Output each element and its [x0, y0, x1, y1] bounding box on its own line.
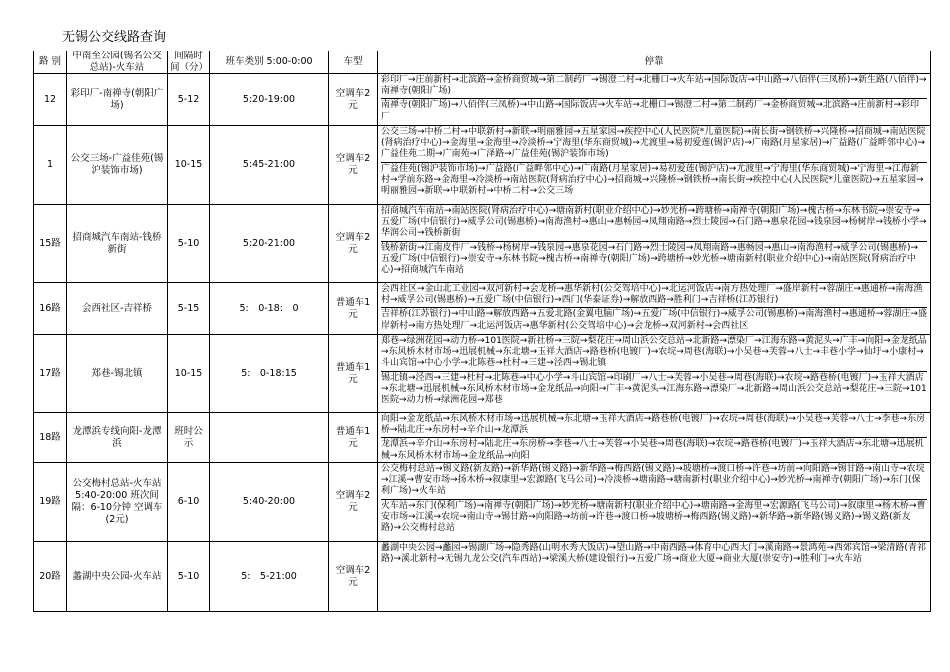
table-row [34, 542, 930, 612]
type-cell: 普通车1元 [329, 283, 378, 334]
stops-cell [378, 205, 930, 282]
stops-direction: 广益佳苑(锡沪装饰市场)→广益路(广益畔邻中心)→广南路(月星家居)→易初爱莲(锡沪店)→尤渡里→宁海里(华东商贸城)→宁海里→江海新村→学前东路→金海里→冷淡桥→南站医院(肾病治疗中心)→招商城→兴隆桥→钢铁桥→南长街→疾控中心(人民医院*儿童医院)→五星家园→明丽雅园→新联→中联新村→中桥二村→公交三场 [381, 163, 924, 197]
header-stops: 停靠 [644, 56, 664, 68]
route-cell: 20路 [34, 542, 67, 611]
route-cell: 19路 [34, 463, 67, 541]
header-type: 车型 [329, 51, 378, 73]
route-cell: 17路 [34, 335, 67, 412]
header-route: 路 别 [34, 51, 67, 73]
interval-cell: 5-12 [168, 74, 210, 125]
header-name: 中南至公园(锡名公交总站)-火车站 [67, 51, 168, 73]
interval-cell: 班时公示 [168, 413, 210, 462]
type-cell: 空调车2元 [329, 74, 378, 125]
type-cell: 空调车2元 [329, 126, 378, 204]
stops-direction: 彩印厂→庄前新村→北滨路→金桥商贸城→第二制药厂→锡澄二村→北栅口→火车站→国际饭店→中山路→八佰伴(三凤桥)→新生路(八佰伴)→南禅寺(朝阳广场) [381, 75, 927, 99]
interval-cell: 5-10 [168, 205, 210, 282]
type-cell: 空调车2元 [329, 542, 378, 611]
table-row [34, 283, 930, 335]
table-body [34, 74, 930, 612]
table-row [34, 74, 930, 126]
type-cell: 普通车1元 [329, 335, 378, 412]
stops-direction: 火车站→东门(保利广场)→南禅寺(朝阳广场)→妙光桥→塘南新村(职业介绍中心)→塘南路→金海里→宏源路(飞马公司)→叙康里→杨木桥→曹安市场→江溪→农垸→南山寺→锡甘路→向阳路→坊前→许巷→渡口桥→坡塘桥→梅西路(锡义路)→新华路→新华路(锡义路)→锡义路(新友路)→公交梅村总站 [381, 500, 926, 534]
stops-cell [378, 335, 930, 412]
time-cell [210, 413, 329, 462]
time-cell: 5:45-21:00 [210, 126, 329, 204]
header-time: 班车类别 5:00-0:00 [210, 51, 329, 73]
stops-direction: 郑巷→绿洲花园→动力桥→101医院→新社桥→三院→梨花庄→周山浜公交总站→北新路→漂染厂→江海东路→黄泥头→广丰→向阳→金龙纸品→东风桥木材市场→迅展机械→东北塘→玉祥大酒店→路巷桥(电镀厂)→农垸→周巷(海联)→小吴巷→芙蓉→八士→丰巷小学→仙圩→小康村→斗山宾馆→中心小学→北陈巷→杜村→三建→泾西→锡北镇 [381, 336, 927, 372]
stops-cell [378, 126, 930, 204]
interval-cell: 10-15 [168, 126, 210, 204]
stops-direction: 会西社区→金山北工业园→双河新村→会龙桥→惠华新村(公交驾培中心)→北运河饭店→南方热处理厂→盛岸新村→蓉湖庄→惠通桥→南海渔村→威孚公司(锡惠桥)→五爱广场(中信银行)→西门(华泰证券)→解放西路→胜利门→吉祥桥(江苏银行) [381, 284, 927, 308]
type-cell: 空调车2元 [329, 205, 378, 282]
stops-cell [378, 283, 930, 334]
name-cell: 公交三场-广益佳苑(锡沪装饰市场) [67, 126, 168, 204]
stops-direction: 招商城汽车南站→南站医院(肾病治疗中心)→塘南新村(职业介绍中心)→妙光桥→跨塘桥→南禅寺(朝阳广场)→槐古桥→东林书院→崇安寺→五爱广场(中信银行)→威孚公司(锡惠桥)→南海渔村→惠山→惠畅园→凤翔南路→烈士陵园→石门路→惠泉花园→钱泉园→杨树岸→钱桥小学→华润公司→钱桥新街 [381, 206, 927, 242]
route-cell: 1 [34, 126, 67, 204]
page-title: 无锡公交线路查询 [62, 30, 167, 45]
stops-direction: 吉祥桥(江苏银行)→中山路→解放西路→五爱北路(金翼电脑广场)→五爱广场(中信银行)→威孚公司(锡惠桥)→南海渔村→惠通桥→蓉湖庄→盛岸新村→南方热处理厂→北运河饭店→惠华新村(公交驾培中心)→会龙桥→双河新村→会西社区 [381, 309, 927, 331]
stops-direction: 公交三场→中桥二村→中联新村→新联→明丽雅园→五星家园→疾控中心(人民医院*儿童医院)→南长街→钢铁桥→兴隆桥→招商城→南站医院(肾病治疗中心)→金海里→金海里→冷淡桥→宁海里(华东商贸城)→尤渡里→易初爱莲(锡沪店)→广南路(月星家居)→广益路(广益畔邻中心)→广益佳苑二期→广南苑→广泽路→广益佳苑(锡沪装饰市场) [381, 127, 927, 163]
time-cell: 5: 0-18:15 [210, 335, 329, 412]
route-cell: 15路 [34, 205, 67, 282]
table-row [34, 413, 930, 463]
name-cell: 郑巷-锡北镇 [67, 335, 168, 412]
table-row [34, 126, 930, 205]
time-cell: 5:20-21:00 [210, 205, 329, 282]
time-cell: 5: 0-18: 0 [210, 283, 329, 334]
stops-cell [378, 413, 930, 462]
interval-cell: 5-10 [168, 542, 210, 611]
type-cell: 普通车1元 [329, 413, 378, 462]
interval-cell: 10-15 [168, 335, 210, 412]
stops-direction: 钱桥新街→江南皮件厂→钱桥→杨树岸→钱泉园→惠泉花园→石门路→烈士陵园→凤翔南路→惠畅园→惠山→南海渔村→威孚公司(锡惠桥)→五爱广场(中信银行)→崇安寺→东林书院→槐古桥→南禅寺(朝阳广场)→跨塘桥→妙光桥→塘南新村(职业介绍中心)→南站医院(肾病治疗中心)→招商城汽车南站 [381, 242, 919, 276]
name-cell: 龙潭浜专线向阳-龙潭浜 [67, 413, 168, 462]
stops-direction: 南禅寺(朝阳广场)→八佰伴(三凤桥)→中山路→国际饭店→火车站→北栅口→锡澄二村→第二制药厂→金桥商贸城→北滨路→庄前新村→彩印厂 [381, 100, 919, 122]
stops-cell [378, 463, 930, 541]
table-header [34, 51, 930, 74]
stops-cell [378, 542, 930, 611]
header-interval: 间隔时间（分） [170, 51, 209, 73]
stops-direction: 龙潭浜→辛介山→东房村→陆北庄→东房桥→李巷→八士→芙蓉→小吴巷→周巷(海联)→农垸→路巷桥(电镀厂)→玉祥大酒店→东北塘→迅展机械→东风桥木材市场→金龙纸品→向阳 [381, 439, 924, 461]
stops-cell [378, 74, 930, 125]
time-cell: 5:20-19:00 [210, 74, 329, 125]
stops-direction: 锡北镇→泾西→三建→杜村→北陈巷→中心小学→斗山宾馆→印刷厂→八士→芙蓉→小吴巷→周巷(海联)→农垸→路巷桥(电镀厂)→玉祥大酒店→东北塘→迅展机械→东风桥木材市场→金龙纸品→向阳→广丰→黄泥头→江海东路→漂染厂→北新路→周山浜公交总站→梨花庄→三院→101医院→动力桥→绿洲花园→郑巷 [381, 372, 927, 406]
time-cell: 5: 5-21:00 [210, 542, 329, 611]
name-cell: 会西社区-吉祥桥 [67, 283, 168, 334]
table-row [34, 463, 930, 542]
name-cell: 蠡湖中央公园-火车站 [67, 542, 168, 611]
name-cell: 彩印厂-南禅寺(朝阳广场) [67, 74, 168, 125]
route-cell: 12 [34, 74, 67, 125]
table-row [34, 205, 930, 283]
stops-direction: 公交梅村总站→锡义路(新友路)→新华路(锡义路)→新华路→梅西路(锡义路)→坡塘桥→渡口桥→许巷→坊前→向阳路→锡甘路→南山寺→农垸→江溪→曹安市场→扬木桥→叙康里→宏源路(飞马公司)→冷淡桥→塘南路→塘南新村(职业介绍中心)→妙光桥→南禅寺(朝阳广场)→东门(保利广场)→火车站 [381, 464, 927, 500]
stops-direction: 向阳→金龙纸品→东风桥木材市场→迅展机械→东北塘→玉祥大酒店→路巷桥(电镀厂)→农垸→周巷(海联)→小吴巷→芙蓉→八士→李巷→东房桥→陆北庄→东房村→辛介山→龙潭浜 [381, 414, 927, 438]
type-cell: 空调车2元 [329, 463, 378, 541]
stops-direction: 蠡湖中央公园→蠡园→锡湖广场→隐秀路(山明水秀大饭店)→望山路→中南西路→体育中心西大门→溪南路→景鸿苑→西郊宾馆→梁清路(青祁路)→溪北新村→无锡九龙公交(汽车西站)→梁溪大桥(建设银行)→五爱广场→商业大厦→商业大厦(崇安寺)→胜利门→火车站 [381, 543, 926, 565]
route-cell: 18路 [34, 413, 67, 462]
interval-cell: 6-10 [168, 463, 210, 541]
bus-route-table [33, 51, 931, 612]
interval-cell: 5-15 [168, 283, 210, 334]
table-row [34, 335, 930, 413]
time-cell: 5:40-20:00 [210, 463, 329, 541]
route-cell: 16路 [34, 283, 67, 334]
name-cell: 招商城汽车南站-钱桥新街 [67, 205, 168, 282]
name-cell: 公交梅村总站-火车站 5:40-20:00 班次间隔：6-10分钟 空调车(2元) [67, 463, 168, 541]
